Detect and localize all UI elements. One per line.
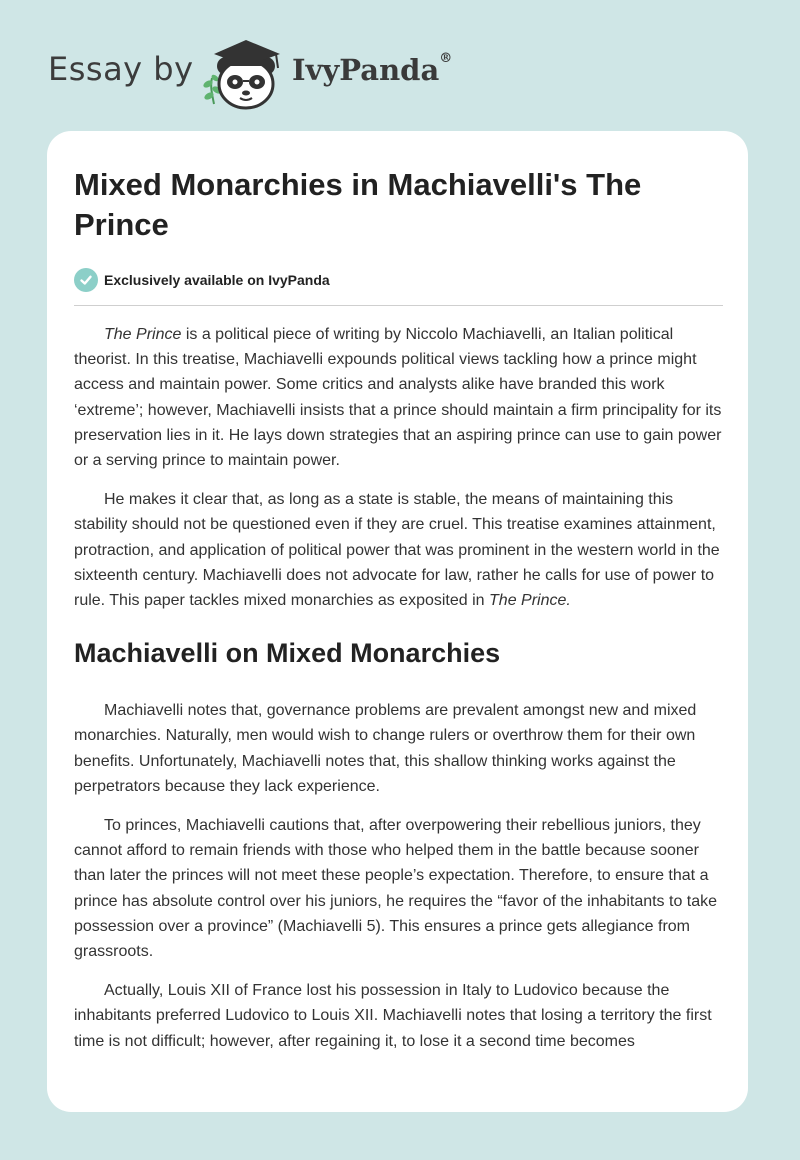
brand-text: IvyPanda — [292, 53, 440, 87]
registered-mark: ® — [439, 51, 453, 66]
badge-text: Exclusively available on IvyPanda — [104, 272, 330, 288]
italic-title: The Prince — [104, 326, 182, 343]
divider — [74, 305, 723, 306]
paragraph-section-3: Actually, Louis XII of France lost his possession in Italy to Ludovico because the inhabitants preferred Ludovico to Louis XII. Machiavelli notes that losing a territory the first time is not difficult; however, after regaining it, to lose it a second time becomes — [74, 982, 712, 1050]
essay-title: Mixed Monarchies in Machiavelli's The Prince — [74, 167, 642, 242]
brand-name[interactable] — [292, 53, 452, 87]
paragraph-text: He makes it clear that, as long as a state is stable, the means of maintaining this stability should not be questioned even if they are cruel. This treatise examines attainment, protraction, and application of political power that was prominent in the western world in the sixteenth century. Machiavelli does not advocate for law, rather he calls for use of power to rule. This paper tackles mixed monarchies as exposited in — [74, 491, 720, 610]
essay-body — [74, 322, 723, 1054]
paragraph-text: is a political piece of writing by Niccolo Machiavelli, an Italian political theorist. In this treatise, Machiavelli expounds political views tackling how a prince might access and maintain power. Some critics and analysts alike have branded this work ‘extreme’; however, Machiavelli insists that a prince should maintain a firm principality for its preservation lies in it. He lays down strategies that an aspiring prince can use to gain power or a serving prince to maintain power. — [74, 326, 722, 470]
paragraph-section-2: To princes, Machiavelli cautions that, after overpowering their rebellious juniors, they cannot afford to remain friends with those who helped them in the battle because sooner than later the princes will not meet these people’s expectation. Therefore, to ensure that a prince has absolute control over his juniors, he requires the “favor of the inhabitants to take possession over a province” (Machiavelli 5). This ensures a prince gets allegiance from grassroots. — [74, 817, 718, 961]
paragraph-section-1: Machiavelli notes that, governance problems are prevalent amongst new and mixed monarchies. Naturally, men would wish to change rulers or overthrow them for their own benefits. Unfortunately, Machiavelli notes that, this shallow thinking works against the perpetrators because they lack experience. — [74, 702, 697, 795]
site-header — [0, 0, 800, 130]
panda-graduate-icon[interactable] — [200, 34, 290, 112]
essay-content — [74, 165, 723, 1068]
italic-title: The Prince. — [489, 592, 571, 610]
essay-card — [47, 131, 748, 1112]
check-icon — [74, 268, 98, 292]
exclusive-badge — [74, 267, 723, 293]
section-heading: Machiavelli on Mixed Monarchies — [74, 638, 501, 669]
paragraph-intro-1 — [74, 322, 723, 473]
paragraph-intro-2 — [74, 487, 723, 613]
essay-by-label: Essay by — [48, 50, 194, 88]
